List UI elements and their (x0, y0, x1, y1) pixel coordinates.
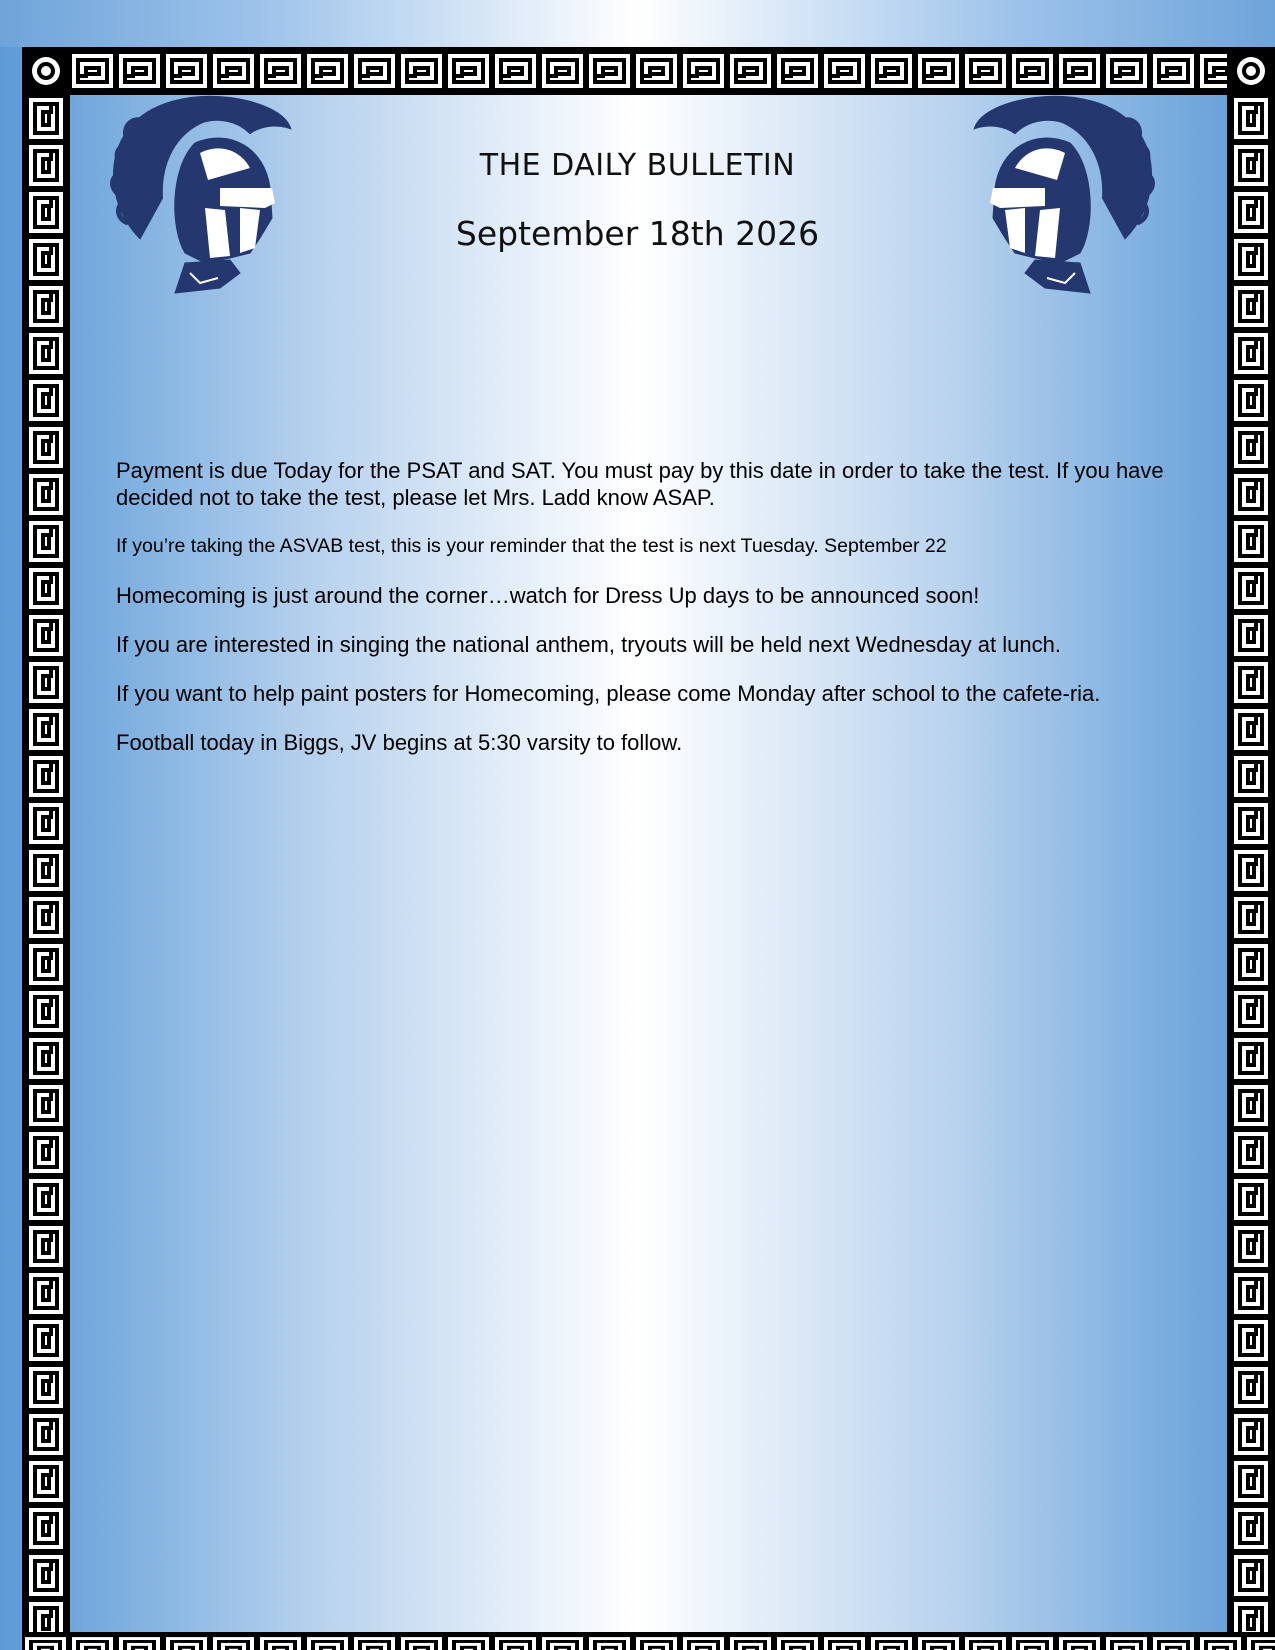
announcement-national-anthem-tryouts: If you are interested in singing the national anthem, tryouts will be held next Wednesday at lunch. (116, 632, 1061, 657)
top-background-band (0, 0, 1275, 47)
announcement-homecoming-posters: If you want to help paint posters for Homecoming, please come Monday after school to the cafete-ria. (116, 681, 1101, 706)
bulletin-date: September 18th 2026 (455, 214, 820, 253)
announcement-homecoming-dress-up: Homecoming is just around the corner…watch for Dress Up days to be announced soon! (116, 583, 980, 608)
border-bottom (22, 1632, 1275, 1650)
trojan-helmet-icon-right (965, 88, 1165, 303)
border-left (22, 95, 70, 1632)
trojan-helmet-icon-left (100, 88, 300, 303)
bulletin-title: THE DAILY BULLETIN (479, 148, 796, 183)
announcements-list (116, 457, 1231, 778)
border-right (1227, 95, 1275, 1632)
announcement-asvab-reminder: If you’re taking the ASVAB test, this is your reminder that the test is next Tuesday. September 22 (116, 535, 947, 557)
announcement-football: Football today in Biggs, JV begins at 5:30 varsity to follow. (116, 730, 683, 755)
announcement-psat-sat-payment: Payment is due Today for the PSAT and SAT. You must pay by this date in order to take the test. If you have decided not to take the test, please let Mrs. Ladd know ASAP. (116, 458, 1164, 510)
